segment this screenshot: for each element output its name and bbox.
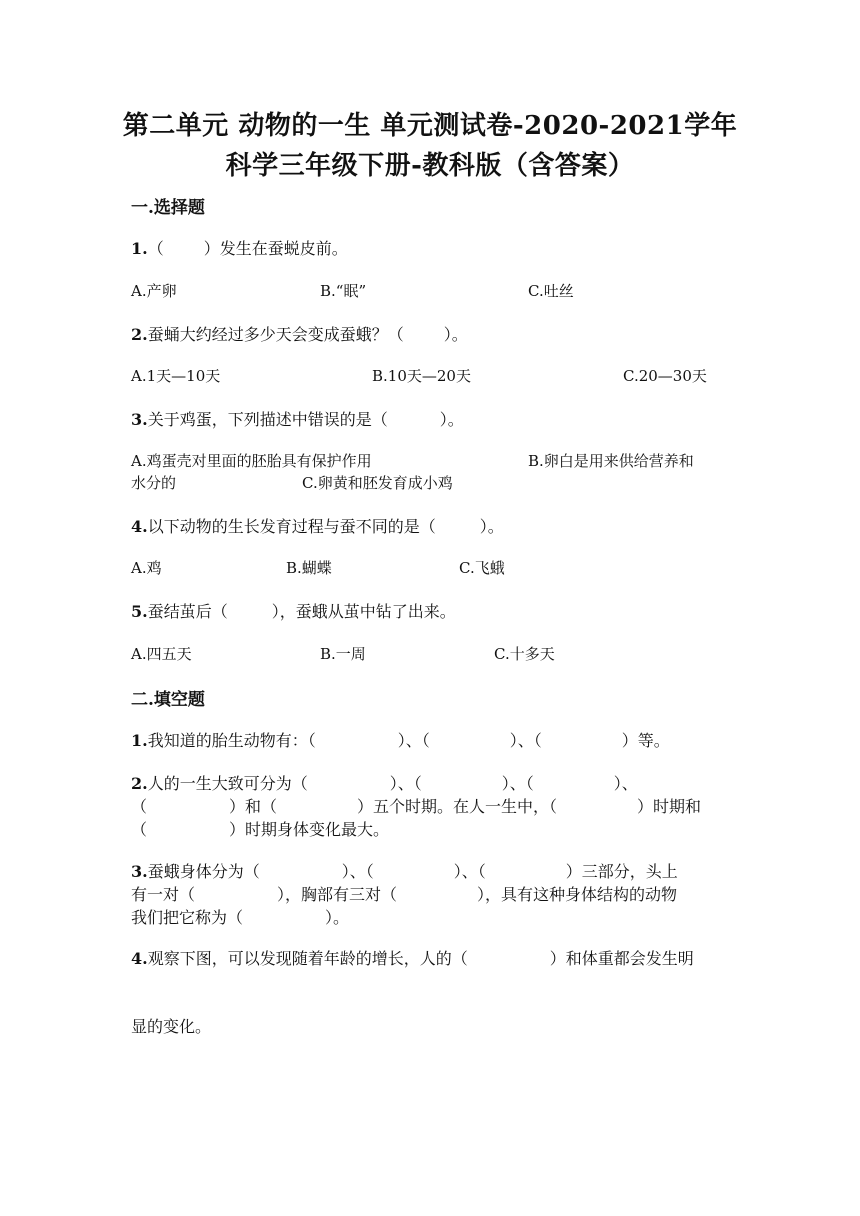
question-text: ），具有这种身体结构的动物 (477, 885, 678, 904)
question-number: 2. (131, 325, 148, 344)
option-a[interactable]: A.产卵 (131, 282, 177, 300)
question-text: ）三部分，头上 (565, 862, 678, 881)
question-text: ）、（ (389, 774, 422, 793)
question-text: 我知道的胎生动物有：（ (147, 731, 316, 750)
question-number: 1. (131, 731, 148, 750)
section-heading-fill: 二.填空题 (131, 690, 205, 710)
question-text: ），胸部有三对（ (277, 885, 398, 904)
option-b[interactable]: B.“眠” (320, 282, 367, 300)
fill-question-4-line-2: 显的变化。 (131, 1017, 212, 1036)
page-title-line-2: 科学三年级下册-教科版（含答案） (225, 151, 635, 181)
option-b[interactable]: B.蝴蝶 (286, 559, 332, 577)
fill-question-3-line-3 (131, 905, 349, 928)
question-text: 以下动物的生长发育过程与蚕不同的是（ (147, 517, 436, 536)
question-text: ）。 (325, 908, 350, 927)
fill-question-2 (131, 771, 638, 794)
option-b[interactable]: B.一周 (320, 645, 366, 663)
option-a[interactable]: A.鸡 (131, 559, 162, 577)
question-text: ）、（ (501, 774, 534, 793)
question-text: ）、（ (341, 862, 374, 881)
section-heading-choice: 一.选择题 (131, 198, 205, 218)
option-c[interactable]: C.20—30天 (623, 367, 707, 385)
question-number: 5. (131, 602, 148, 621)
choice-question-4 (131, 514, 504, 537)
choice-question-1 (131, 236, 348, 259)
choice-question-3 (131, 407, 464, 430)
option-b[interactable]: B.卵白是用来供给营养和 (528, 452, 694, 470)
choice-question-2 (131, 322, 468, 345)
question-text: ）。 (479, 517, 504, 536)
fill-question-2-line-2 (131, 794, 701, 817)
option-c[interactable]: C.吐丝 (528, 282, 574, 300)
fill-question-3 (131, 859, 678, 882)
fill-question-1 (131, 728, 670, 751)
question-text: 关于鸡蛋，下列描述中错误的是（ (147, 410, 388, 429)
option-c[interactable]: C.十多天 (494, 645, 555, 663)
option-b-continued: 水分的 (131, 474, 177, 492)
question-number: 3. (131, 410, 148, 429)
question-text: 观察下图，可以发现随着年龄的增长，人的（ (147, 949, 468, 968)
question-text: （ (147, 239, 164, 258)
question-text: 有一对（ (131, 885, 196, 904)
question-text: 蚕蛾身体分为（ (147, 862, 260, 881)
question-text: （ (131, 820, 148, 839)
question-number: 2. (131, 774, 148, 793)
question-number: 4. (131, 517, 148, 536)
question-text: ）五个时期。在人一生中，（ (357, 797, 558, 816)
question-text: 人的一生大致可分为（ (147, 774, 308, 793)
page-title-line-1: 第二单元 动物的一生 单元测试卷-2020-2021学年 (122, 111, 738, 141)
choice-question-5 (131, 599, 456, 622)
option-b[interactable]: B.10天—20天 (372, 367, 471, 385)
option-c[interactable]: C.卵黄和胚发育成小鸡 (302, 474, 453, 492)
question-text: 蚕结茧后（ (147, 602, 228, 621)
question-text: ）、 (613, 774, 638, 793)
question-text: ）时期身体变化最大。 (229, 820, 390, 839)
question-text: ）。 (443, 325, 468, 344)
question-text: ）、（ (509, 731, 542, 750)
fill-question-4 (131, 946, 694, 969)
question-number: 1. (131, 239, 148, 258)
question-text: ）等。 (621, 731, 670, 750)
option-a[interactable]: A.鸡蛋壳对里面的胚胎具有保护作用 (131, 452, 372, 470)
question-text: ）和（ (229, 797, 278, 816)
option-a[interactable]: A.四五天 (131, 645, 192, 663)
question-text: ）。 (439, 410, 464, 429)
question-text: ）和体重都会发生明 (549, 949, 694, 968)
question-text: （ (131, 797, 148, 816)
fill-question-2-line-3 (131, 817, 389, 840)
question-number: 4. (131, 949, 148, 968)
option-a[interactable]: A.1天—10天 (131, 367, 221, 385)
question-text: ）发生在蚕蜕皮前。 (203, 239, 348, 258)
question-text: ）、（ (453, 862, 486, 881)
question-text: ）、（ (397, 731, 430, 750)
option-c[interactable]: C.飞蛾 (459, 559, 505, 577)
question-text: ），蚕蛾从茧中钻了出来。 (271, 602, 456, 621)
fill-question-3-line-2 (131, 882, 677, 905)
question-text: 我们把它称为（ (131, 908, 244, 927)
question-text: ）时期和 (637, 797, 702, 816)
question-text: 蚕蛹大约经过多少天会变成蚕蛾？（ (147, 325, 404, 344)
question-number: 3. (131, 862, 148, 881)
